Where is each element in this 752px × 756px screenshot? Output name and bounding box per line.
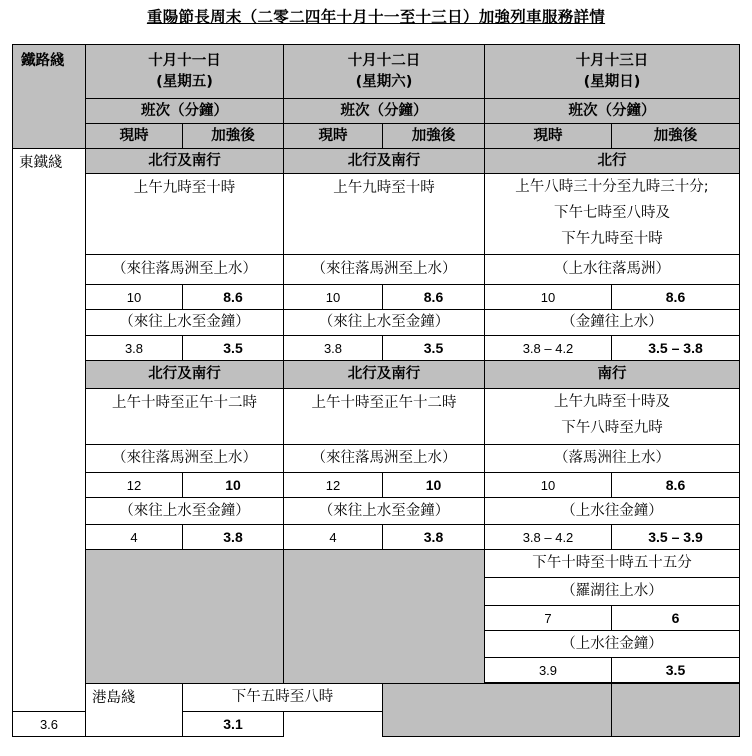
v2-b1-sun-current: 3.8 – 4.2 [485, 336, 612, 361]
time-b2-sun-line2: 下午八時至九時 [561, 420, 663, 436]
dir-b1-fri: 北行及南行 [86, 149, 284, 174]
seg2-b1-sat: （來往上水至金鐘） [284, 310, 485, 336]
time-b1-fri: 上午九時至十時 [86, 174, 284, 255]
island-enhanced: 3.1 [183, 712, 284, 737]
header-current-fri: 現時 [86, 124, 183, 149]
line-east-rail: 東鐵綫 [13, 149, 86, 712]
dir-b2-fri: 北行及南行 [86, 361, 284, 389]
seg1-b3-sun: （羅湖往上水） [485, 578, 740, 606]
v1-b1-fri-enhanced: 8.6 [183, 285, 284, 310]
seg1-b1-sun: （上水往落馬洲） [485, 255, 740, 285]
empty-fri-b3 [86, 550, 284, 684]
header-sun-date: 十月十三日 [575, 52, 649, 69]
dir-b2-sun: 南行 [485, 361, 740, 389]
line-island: 港島綫 [86, 684, 183, 737]
v2-b3-sun-enhanced: 3.5 [612, 658, 740, 683]
v1-b1-sat-enhanced: 8.6 [383, 285, 485, 310]
header-day-fri [86, 45, 284, 99]
header-freq-sun: 班次（分鐘） [485, 99, 740, 124]
v2-b2-sat-current: 4 [284, 525, 383, 550]
v2-b1-sat-current: 3.8 [284, 336, 383, 361]
page-title: 重陽節長周末（二零二四年十月十一至十三日）加強列車服務詳情 [146, 8, 606, 26]
header-fri-date: 十月十一日 [148, 52, 221, 69]
v2-b2-sat-enhanced: 3.8 [383, 525, 485, 550]
header-sat-date: 十月十二日 [347, 52, 421, 69]
header-day-sat [284, 45, 485, 99]
time-b1-sun-line1: 上午八時三十分至九時三十分; [515, 179, 709, 195]
time-b1-sun [485, 174, 740, 255]
island-current: 3.6 [13, 712, 86, 737]
seg2-b2-sat: （來往上水至金鐘） [284, 498, 485, 525]
seg1-b2-sat: （來往落馬洲至上水） [284, 445, 485, 473]
header-freq-sat: 班次（分鐘） [284, 99, 485, 124]
seg1-b1-sat: （來往落馬洲至上水） [284, 255, 485, 285]
v1-b3-sun-current: 7 [485, 606, 612, 631]
time-b1-sun-line2: 下午七時至八時及 [554, 205, 670, 221]
service-table [12, 44, 740, 737]
seg2-b2-sun: （上水往金鐘） [485, 498, 740, 525]
header-current-sun: 現時 [485, 124, 612, 149]
seg2-b3-sun: （上水往金鐘） [485, 631, 740, 658]
header-line: 鐵路綫 [13, 45, 86, 149]
dir-b1-sat: 北行及南行 [284, 149, 485, 174]
v1-b2-fri-enhanced: 10 [183, 473, 284, 498]
header-freq-fri: 班次（分鐘） [86, 99, 284, 124]
v1-b2-sun-enhanced: 8.6 [612, 473, 740, 498]
v2-b1-fri-current: 3.8 [86, 336, 183, 361]
v1-b1-fri-current: 10 [86, 285, 183, 310]
seg2-b2-fri: （來往上水至金鐘） [86, 498, 284, 525]
header-enhanced-fri: 加強後 [183, 124, 284, 149]
dir-b2-sat: 北行及南行 [284, 361, 485, 389]
v1-b1-sat-current: 10 [284, 285, 383, 310]
dir-b1-sun: 北行 [485, 149, 740, 174]
seg1-b2-sun: （落馬洲往上水） [485, 445, 740, 473]
v2-b2-sun-enhanced: 3.5 – 3.9 [612, 525, 740, 550]
v2-b1-sat-enhanced: 3.5 [383, 336, 485, 361]
v1-b3-sun-enhanced: 6 [612, 606, 740, 631]
v1-b2-sat-enhanced: 10 [383, 473, 485, 498]
header-day-sun [485, 45, 740, 99]
time-b1-sun-line3: 下午九時至十時 [561, 231, 663, 247]
empty-island-sat [383, 684, 612, 737]
v2-b2-sun-current: 3.8 – 4.2 [485, 525, 612, 550]
v1-b1-sun-current: 10 [485, 285, 612, 310]
time-b2-sun-line1: 上午九時至十時及 [554, 394, 670, 410]
v2-b1-sun-enhanced: 3.5 – 3.8 [612, 336, 740, 361]
time-b2-sun [485, 389, 740, 445]
v2-b1-fri-enhanced: 3.5 [183, 336, 284, 361]
v2-b2-fri-enhanced: 3.8 [183, 525, 284, 550]
seg2-b1-fri: （來往上水至金鐘） [86, 310, 284, 336]
header-enhanced-sun: 加強後 [612, 124, 740, 149]
header-sun-weekday: (星期日) [583, 73, 641, 90]
header-fri-weekday: (星期五) [156, 73, 213, 90]
v1-b2-sat-current: 12 [284, 473, 383, 498]
time-b1-sat: 上午九時至十時 [284, 174, 485, 255]
time-b2-fri: 上午十時至正午十二時 [86, 389, 284, 445]
empty-sat-b3 [284, 550, 485, 684]
time-b3-sun: 下午十時至十時五十五分 [485, 550, 740, 578]
v1-b2-fri-current: 12 [86, 473, 183, 498]
header-enhanced-sat: 加強後 [383, 124, 485, 149]
island-time: 下午五時至八時 [183, 684, 383, 712]
seg1-b2-fri: （來往落馬洲至上水） [86, 445, 284, 473]
header-sat-weekday: (星期六) [355, 73, 413, 90]
v2-b3-sun-current: 3.9 [485, 658, 612, 683]
v1-b1-sun-enhanced: 8.6 [612, 285, 740, 310]
v1-b2-sun-current: 10 [485, 473, 612, 498]
seg2-b1-sun: （金鐘往上水） [485, 310, 740, 336]
v2-b2-fri-current: 4 [86, 525, 183, 550]
header-current-sat: 現時 [284, 124, 383, 149]
time-b2-sat: 上午十時至正午十二時 [284, 389, 485, 445]
seg1-b1-fri: （來往落馬洲至上水） [86, 255, 284, 285]
empty-island-sun [612, 684, 740, 737]
